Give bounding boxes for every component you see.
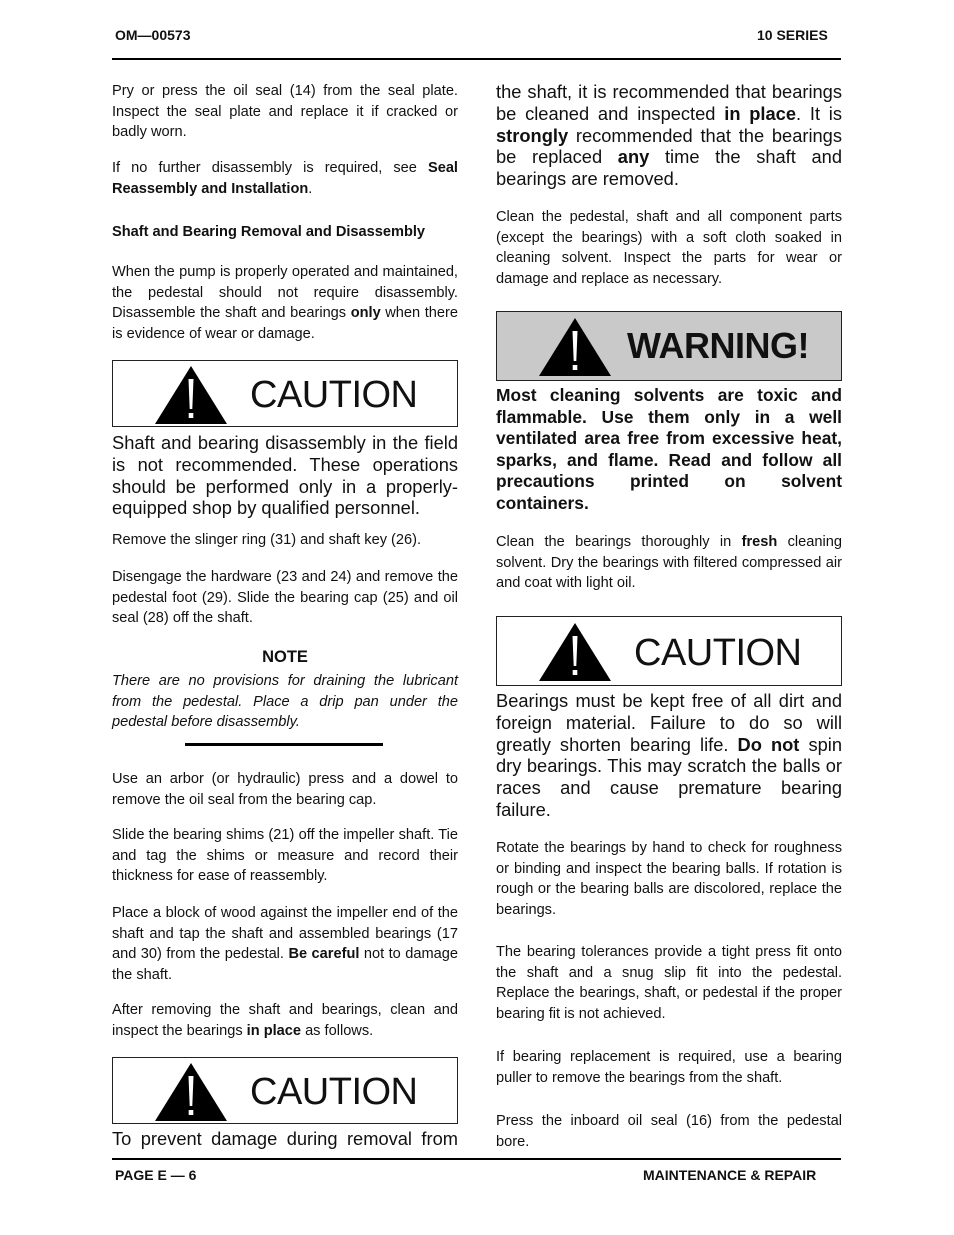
paragraph-pry-oil-seal: Pry or press the oil seal (14) from the seal plate. Inspect the seal plate and replace it if cracked or badly worn. [112,83,458,140]
warning-label: WARNING! [627,325,809,366]
text-run: Place a block of wood against the impeller end of the shaft and tap the shaft and assembled bearings (17 and 30) from the pedestal. [112,905,458,962]
paragraph-bearing-shims: Slide the bearing shims (21) off the impeller shaft. Tie and tag the shims or measure and record their thickness for ease of reassembly. [112,827,458,884]
paragraph-clean-bearings [496,532,842,594]
text-run: . [308,180,313,197]
text-run: recommended that the bearings be replaced [496,124,842,168]
caution-banner-2 [112,1057,458,1124]
text-run: as follows. [301,1022,374,1039]
paragraph-bearing-tolerances: The bearing tolerances provide a tight press fit onto the shaft and a snug slip fit into the pedestal. Replace the bearings, shaft, or pedestal if the proper bearing fit is not achieved. [496,944,842,1022]
caution-label: CAUTION [250,374,418,416]
emphasis-strongly: strongly [496,124,569,146]
text-run: time the shaft and bearings are removed. [496,146,842,190]
emphasis-in-place: in place [246,1022,302,1039]
caution-text-field-disassembly: Shaft and bearing disassembly in the field is not recommended. These operations should be performed only in a properly-equipped shop by qualified personnel. [112,432,458,519]
section-title: MAINTENANCE & REPAIR [643,1167,817,1183]
paragraph-clean-pedestal: Clean the pedestal, shaft and all component parts (except the bearings) with a soft cloth soaked in cleaning solvent. Inspect the parts for wear or damage and replace as necessary. [496,209,842,287]
emphasis-only: only [350,305,381,321]
note-text: There are no provisions for draining the lubricant from the pedestal. Place a drip pan under the pedestal before disassembly. [112,673,458,730]
note-heading: NOTE [262,648,308,666]
text-run: when there is evidence of wear or damage. [112,305,458,342]
warning-triangle-icon [154,365,228,425]
text-run: spin dry bearings. This may scratch the balls or races and cause premature bearing failure. [496,733,842,820]
text-run: When the pump is properly operated and maintained, the pedestal should not require disassembly. Disassemble the shaft and bearings [112,264,458,321]
document-number: OM—00573 [115,27,191,43]
warning-text-solvents: Most cleaning solvents are toxic and flammable. Use them only in a well ventilated area free from excessive heat, sparks, and flame. Read and follow all precautions printed on solvent containers. [496,385,842,513]
emphasis-in-place: in place [724,102,797,124]
text-run: . It is [796,102,843,124]
paragraph-disengage-hardware: Disengage the hardware (23 and 24) and remove the pedestal foot (29). Slide the bearing cap (25) and oil seal (28) off the shaft. [112,569,458,626]
text-run: cleaning solvent. Dry the bearings with filtered compressed air and coat with light oil. [496,534,842,591]
warning-triangle-icon [538,622,612,682]
caution-label: CAUTION [250,1071,418,1113]
emphasis-be-careful: Be careful [288,946,360,962]
right-column [496,0,842,1160]
emphasis-seal-reassembly: Seal Reassembly and Installation [112,160,458,197]
caution-label: CAUTION [634,632,802,674]
emphasis-any: any [617,146,650,168]
caution-text-bearings-clean [496,690,842,821]
text-run: After removing the shaft and bearings, clean and inspect the bearings [112,1002,458,1039]
series-label: 10 SERIES [757,27,828,43]
footer-rule [112,1158,841,1160]
paragraph-remove-slinger: Remove the slinger ring (31) and shaft key (26). [112,532,422,548]
caution-banner-3 [496,616,842,686]
warning-triangle-icon [538,317,612,377]
paragraph-rotate-bearings: Rotate the bearings by hand to check for roughness or binding and inspect the bearing balls. If rotation is rough or the bearing balls are discolored, replace the bearings. [496,840,842,918]
text-run: Bearings must be kept free of all dirt and foreign material. Failure to do so will greatly shorten bearing life. [496,690,842,755]
warning-triangle-icon [154,1062,228,1122]
warning-banner [496,311,842,381]
caution-text-continued [496,81,842,190]
text-run: If no further disassembly is required, see [112,160,428,176]
left-column [112,0,458,1160]
paragraph-after-removing [112,1000,458,1041]
text-run: not to damage the shaft. [112,946,458,983]
paragraph-pedestal-disassembly [112,262,458,344]
emphasis-do-not: Do not [737,733,800,755]
page-number: PAGE E — 6 [115,1167,197,1183]
caution-banner-1 [112,360,458,427]
caution-text-prevent-damage: To prevent damage during removal from [112,1128,458,1149]
text-run: the shaft, it is recommended that bearings be cleaned and inspected [496,81,842,124]
text-run: Clean the bearings thoroughly in [496,534,742,550]
note-divider [185,743,383,746]
emphasis-fresh: fresh [741,534,778,550]
paragraph-inboard-oil-seal: Press the inboard oil seal (16) from the pedestal bore. [496,1113,842,1150]
paragraph-arbor-press: Use an arbor (or hydraulic) press and a dowel to remove the oil seal from the bearing cap. [112,771,458,808]
section-subheading: Shaft and Bearing Removal and Disassembly [112,224,426,240]
paragraph-see-seal-reassembly [112,158,458,199]
paragraph-block-of-wood [112,903,458,985]
paragraph-bearing-puller: If bearing replacement is required, use a bearing puller to remove the bearings from the shaft. [496,1049,842,1086]
